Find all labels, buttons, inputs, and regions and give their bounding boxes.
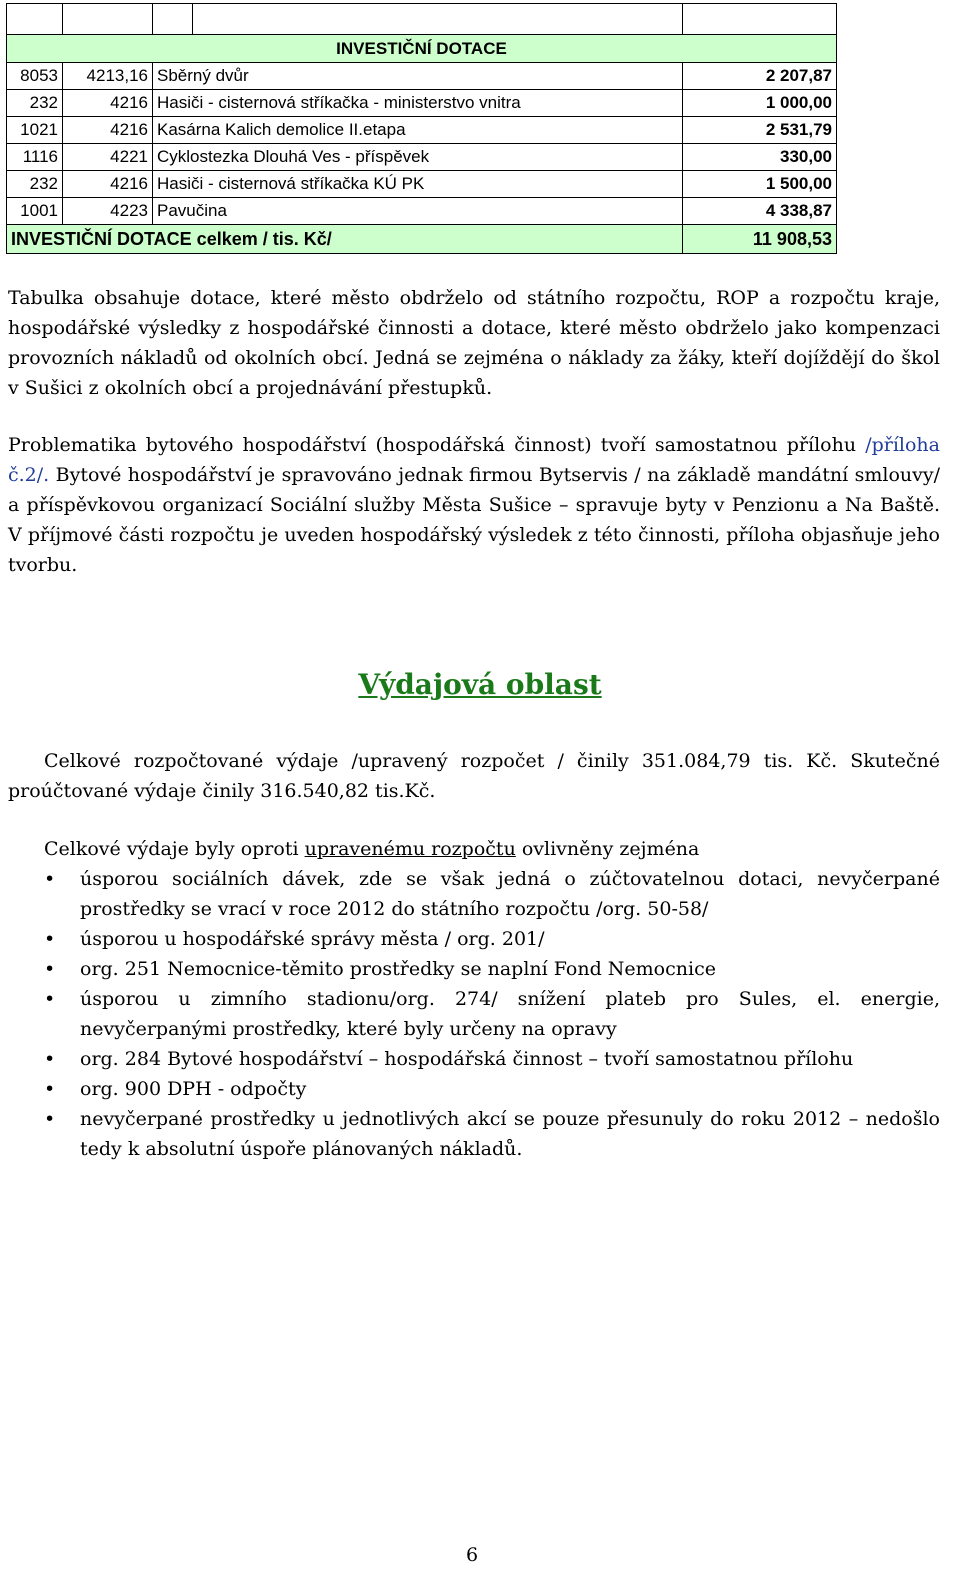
item-name-cell: Sběrný dvůr: [153, 63, 683, 90]
table-row: [7, 90, 837, 117]
item-name-cell: Hasiči - cisternová stříkačka - ministerstvo vnitra: [153, 90, 683, 117]
amount-cell: 2 531,79: [683, 117, 837, 144]
blank-header-row: [7, 4, 837, 35]
bullet-icon: •: [44, 1048, 56, 1070]
intro-text-end: ovlivněny zejména: [515, 838, 700, 860]
table-description-paragraph: Tabulka obsahuje dotace, které město obdrželo od státního rozpočtu, ROP a rozpočtu kraje, hospodářské výsledky z hospodářské činnosti a dotace, které město obdrželo jako kompenzaci provozních nákladů od okolních obcí. Jedná se zejména o náklady za žáky, kteří dojíždějí do škol v Sušici z okolních obcí a projednávání přestupků.: [8, 287, 940, 399]
list-item: [0, 1044, 940, 1074]
expenditure-intro-paragraph: [8, 834, 940, 864]
table-heading: INVESTIČNÍ DOTACE: [7, 35, 837, 63]
section-heading: Výdajová oblast: [358, 668, 602, 701]
paragraph-code-cell: 4216: [63, 90, 153, 117]
amount-cell: 1 000,00: [683, 90, 837, 117]
list-item: [0, 954, 940, 984]
list-item: [0, 1074, 940, 1104]
list-item: [0, 924, 940, 954]
amount-cell: 4 338,87: [683, 198, 837, 225]
blank-cell: [193, 4, 683, 35]
amount-cell: 330,00: [683, 144, 837, 171]
amount-cell: 1 500,00: [683, 171, 837, 198]
list-item-text: org. 284 Bytové hospodářství – hospodářská činnost – tvoří samostatnou přílohu: [80, 1048, 854, 1070]
blank-cell: [683, 4, 837, 35]
paragraph-code-cell: 4216: [63, 117, 153, 144]
subsidy-table: [6, 3, 837, 254]
list-item-text: org. 251 Nemocnice-těmito prostředky se naplní Fond Nemocnice: [80, 958, 716, 980]
total-amount: 11 908,53: [683, 225, 837, 254]
list-item-text: úsporou u hospodářské správy města / org. 201/: [80, 928, 545, 950]
table-row: [7, 117, 837, 144]
blank-cell: [7, 4, 63, 35]
page-number: 6: [465, 1544, 479, 1566]
table-row: [7, 63, 837, 90]
table-row: [7, 198, 837, 225]
list-item: [0, 1104, 940, 1164]
org-cell: 1116: [7, 144, 63, 171]
table-heading-row: [7, 35, 837, 63]
paragraph-code-cell: 4213,16: [63, 63, 153, 90]
paragraph-code-cell: 4216: [63, 171, 153, 198]
item-name-cell: Pavučina: [153, 198, 683, 225]
bullet-icon: •: [44, 1078, 56, 1100]
bullet-icon: •: [44, 988, 56, 1010]
bullet-icon: •: [44, 958, 56, 980]
org-cell: 232: [7, 90, 63, 117]
list-item-text: úsporou u zimního stadionu/org. 274/ snížení plateb pro Sules, el. energie, nevyčerpanými prostředky, které byly určeny na opravy: [80, 988, 940, 1040]
org-cell: 1001: [7, 198, 63, 225]
item-name-cell: Cyklostezka Dlouhá Ves - příspěvek: [153, 144, 683, 171]
bullet-icon: •: [44, 1108, 56, 1130]
appendix-reference: /příloha č.2/.: [8, 434, 940, 486]
bullet-icon: •: [44, 928, 56, 950]
org-cell: 8053: [7, 63, 63, 90]
list-item: [0, 864, 940, 924]
list-item-text: org. 900 DPH - odpočty: [80, 1078, 307, 1100]
list-item-text: nevyčerpané prostředky u jednotlivých akcí se pouze přesunuly do roku 2012 – nedošlo tedy k absolutní úspoře plánovaných nákladů.: [80, 1108, 940, 1160]
intro-text-start: Celkové výdaje byly oproti: [44, 838, 305, 860]
paragraph-code-cell: 4221: [63, 144, 153, 171]
bullet-icon: •: [44, 868, 56, 890]
housing-text-end: Bytové hospodářství je spravováno jednak firmou Bytservis / na základě mandátní smlouvy/ a příspěvkovou organizací Sociální služby Města Sušice – spravuje byty v Penzionu a Na Baště. V příjmové části rozpočtu je uveden hospodářský výsledek z této činnosti, příloha objasňuje jeho tvorbu.: [8, 464, 940, 576]
housing-paragraph: [8, 430, 940, 580]
amount-cell: 2 207,87: [683, 63, 837, 90]
org-cell: 1021: [7, 117, 63, 144]
expenditure-summary-paragraph: Celkové rozpočtované výdaje /upravený rozpočet / činily 351.084,79 tis. Kč. Skutečné proúčtované výdaje činily 316.540,82 tis.Kč.: [8, 750, 940, 802]
item-name-cell: Kasárna Kalich demolice II.etapa: [153, 117, 683, 144]
intro-underlined: upravenému rozpočtu: [304, 838, 516, 860]
table-row: [7, 144, 837, 171]
blank-cell: [63, 4, 153, 35]
table-row: [7, 171, 837, 198]
total-label: INVESTIČNÍ DOTACE celkem / tis. Kč/: [7, 225, 683, 254]
table-total-row: [7, 225, 837, 254]
item-name-cell: Hasiči - cisternová stříkačka KÚ PK: [153, 171, 683, 198]
blank-cell: [153, 4, 193, 35]
housing-text-start: Problematika bytového hospodářství (hospodářská činnost) tvoří samostatnou přílohu: [8, 434, 866, 456]
list-item: [0, 984, 940, 1044]
org-cell: 232: [7, 171, 63, 198]
paragraph-code-cell: 4223: [63, 198, 153, 225]
list-item-text: úsporou sociálních dávek, zde se však jedná o zúčtovatelnou dotaci, nevyčerpané prostředky se vrací v roce 2012 do státního rozpočtu /org. 50-58/: [80, 868, 940, 920]
savings-bullet-list: [0, 864, 940, 1164]
